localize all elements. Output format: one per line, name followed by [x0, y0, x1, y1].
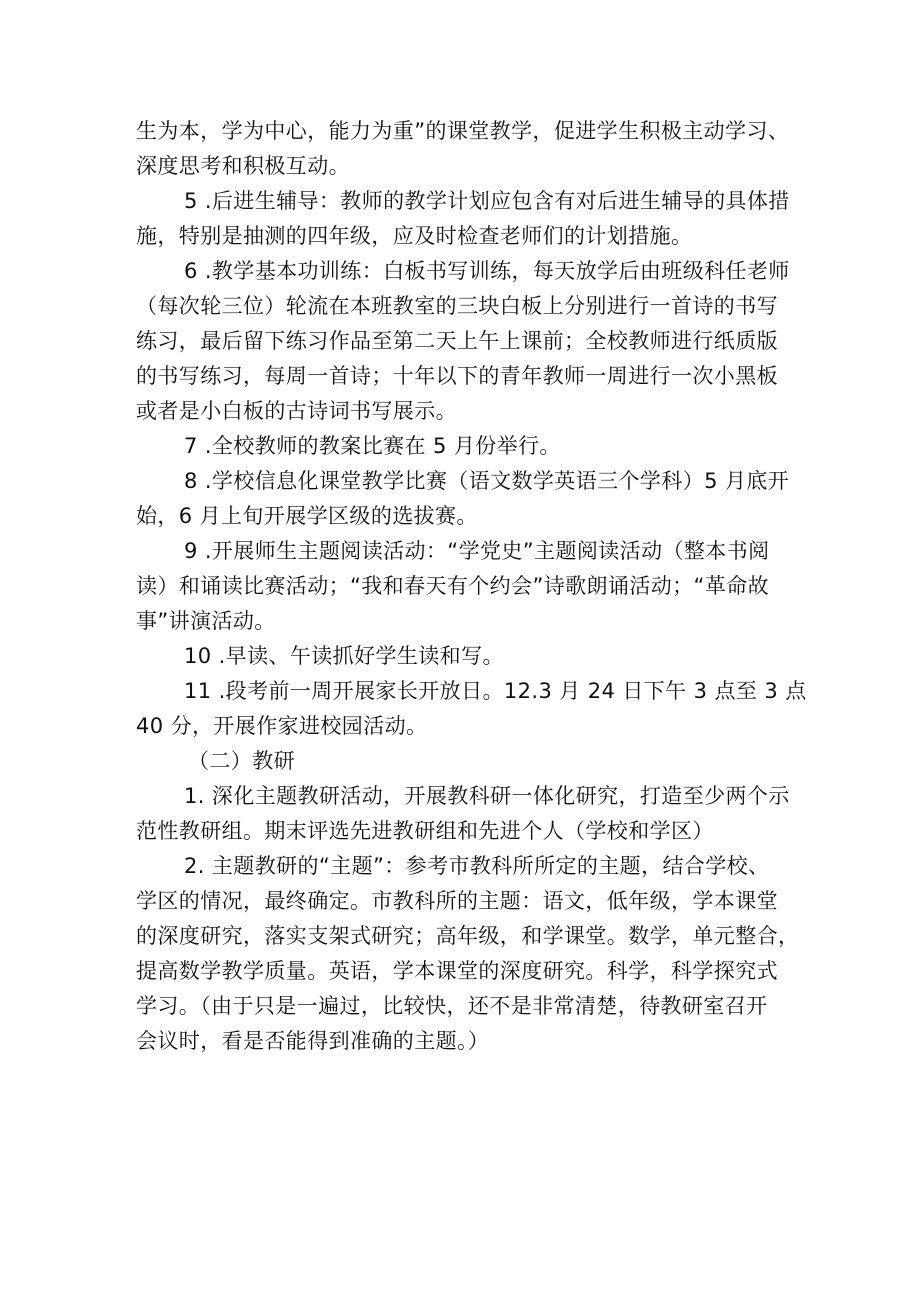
text-line: 1. 深化主题教研活动，开展教科研一体化研究，打造至少两个示: [184, 784, 790, 808]
text-line: 范性教研组。期末评选先进教研组和先进个人（学校和学区）: [136, 819, 714, 843]
document-body: [136, 114, 816, 1059]
text-line: 40 分，开展作家进校园活动。: [136, 714, 428, 738]
text-line: 施，特别是抽测的四年级，应及时检查老师们的计划措施。: [136, 224, 693, 248]
text-line: 8 .学校信息化课堂教学比赛（语文数学英语三个学科）5 月底开: [184, 469, 790, 493]
text-line: 深度思考和积极互动。: [136, 154, 350, 178]
text-line: 事”讲演活动。: [136, 609, 276, 633]
text-line: 始，6 月上旬开展学区级的选拔赛。: [136, 504, 478, 528]
text-line: 6 .教学基本功训练：白板书写训练，每天放学后由班级科任老师: [184, 259, 790, 283]
text-line: 会议时，看是否能得到准确的主题。）: [136, 1029, 490, 1053]
text-line: 读）和诵读比赛活动；“我和春天有个约会”诗歌朗诵活动；“革命故: [136, 574, 770, 598]
text-line: 7 .全校教师的教案比赛在 5 月份举行。: [184, 434, 561, 458]
text-line: 2. 主题教研的“主题”：参考市教科所所定的主题，结合学校、: [184, 854, 770, 878]
text-line: 的书写练习，每周一首诗；十年以下的青年教师一周进行一次小黑板: [136, 364, 778, 388]
text-line: 11 .段考前一周开展家长开放日。12.3 月 24 日下午 3 点至 3 点: [184, 679, 807, 703]
text-line: 10 .早读、午读抓好学生读和写。: [184, 644, 504, 668]
text-line: 练习，最后留下练习作品至第二天上午上课前；全校教师进行纸质版: [136, 329, 778, 353]
text-line: 5 .后进生辅导：教师的教学计划应包含有对后进生辅导的具体措: [184, 189, 790, 213]
section-heading: （二）教研: [188, 749, 295, 773]
text-line: 学区的情况，最终确定。市教科所的主题：语文，低年级，学本课堂: [136, 889, 778, 913]
text-line: 或者是小白板的古诗词书写展示。: [136, 399, 457, 423]
text-line: （每次轮三位）轮流在本班教室的三块白板上分别进行一首诗的书写: [136, 294, 778, 318]
text-line: 生为本，学为中心，能力为重”的课堂教学，促进学生积极主动学习、: [136, 119, 790, 143]
text-line: 提高数学教学质量。英语，学本课堂的深度研究。科学，科学探究式: [136, 959, 778, 983]
text-line: 学习。（由于只是一遍过，比较快，还不是非常清楚，待教研室召开: [136, 994, 768, 1018]
text-line: 9 .开展师生主题阅读活动：“学党史”主题阅读活动（整本书阅: [184, 539, 770, 563]
text-line: 的深度研究，落实支架式研究；高年级，和学课堂。数学，单元整合，: [136, 924, 800, 948]
